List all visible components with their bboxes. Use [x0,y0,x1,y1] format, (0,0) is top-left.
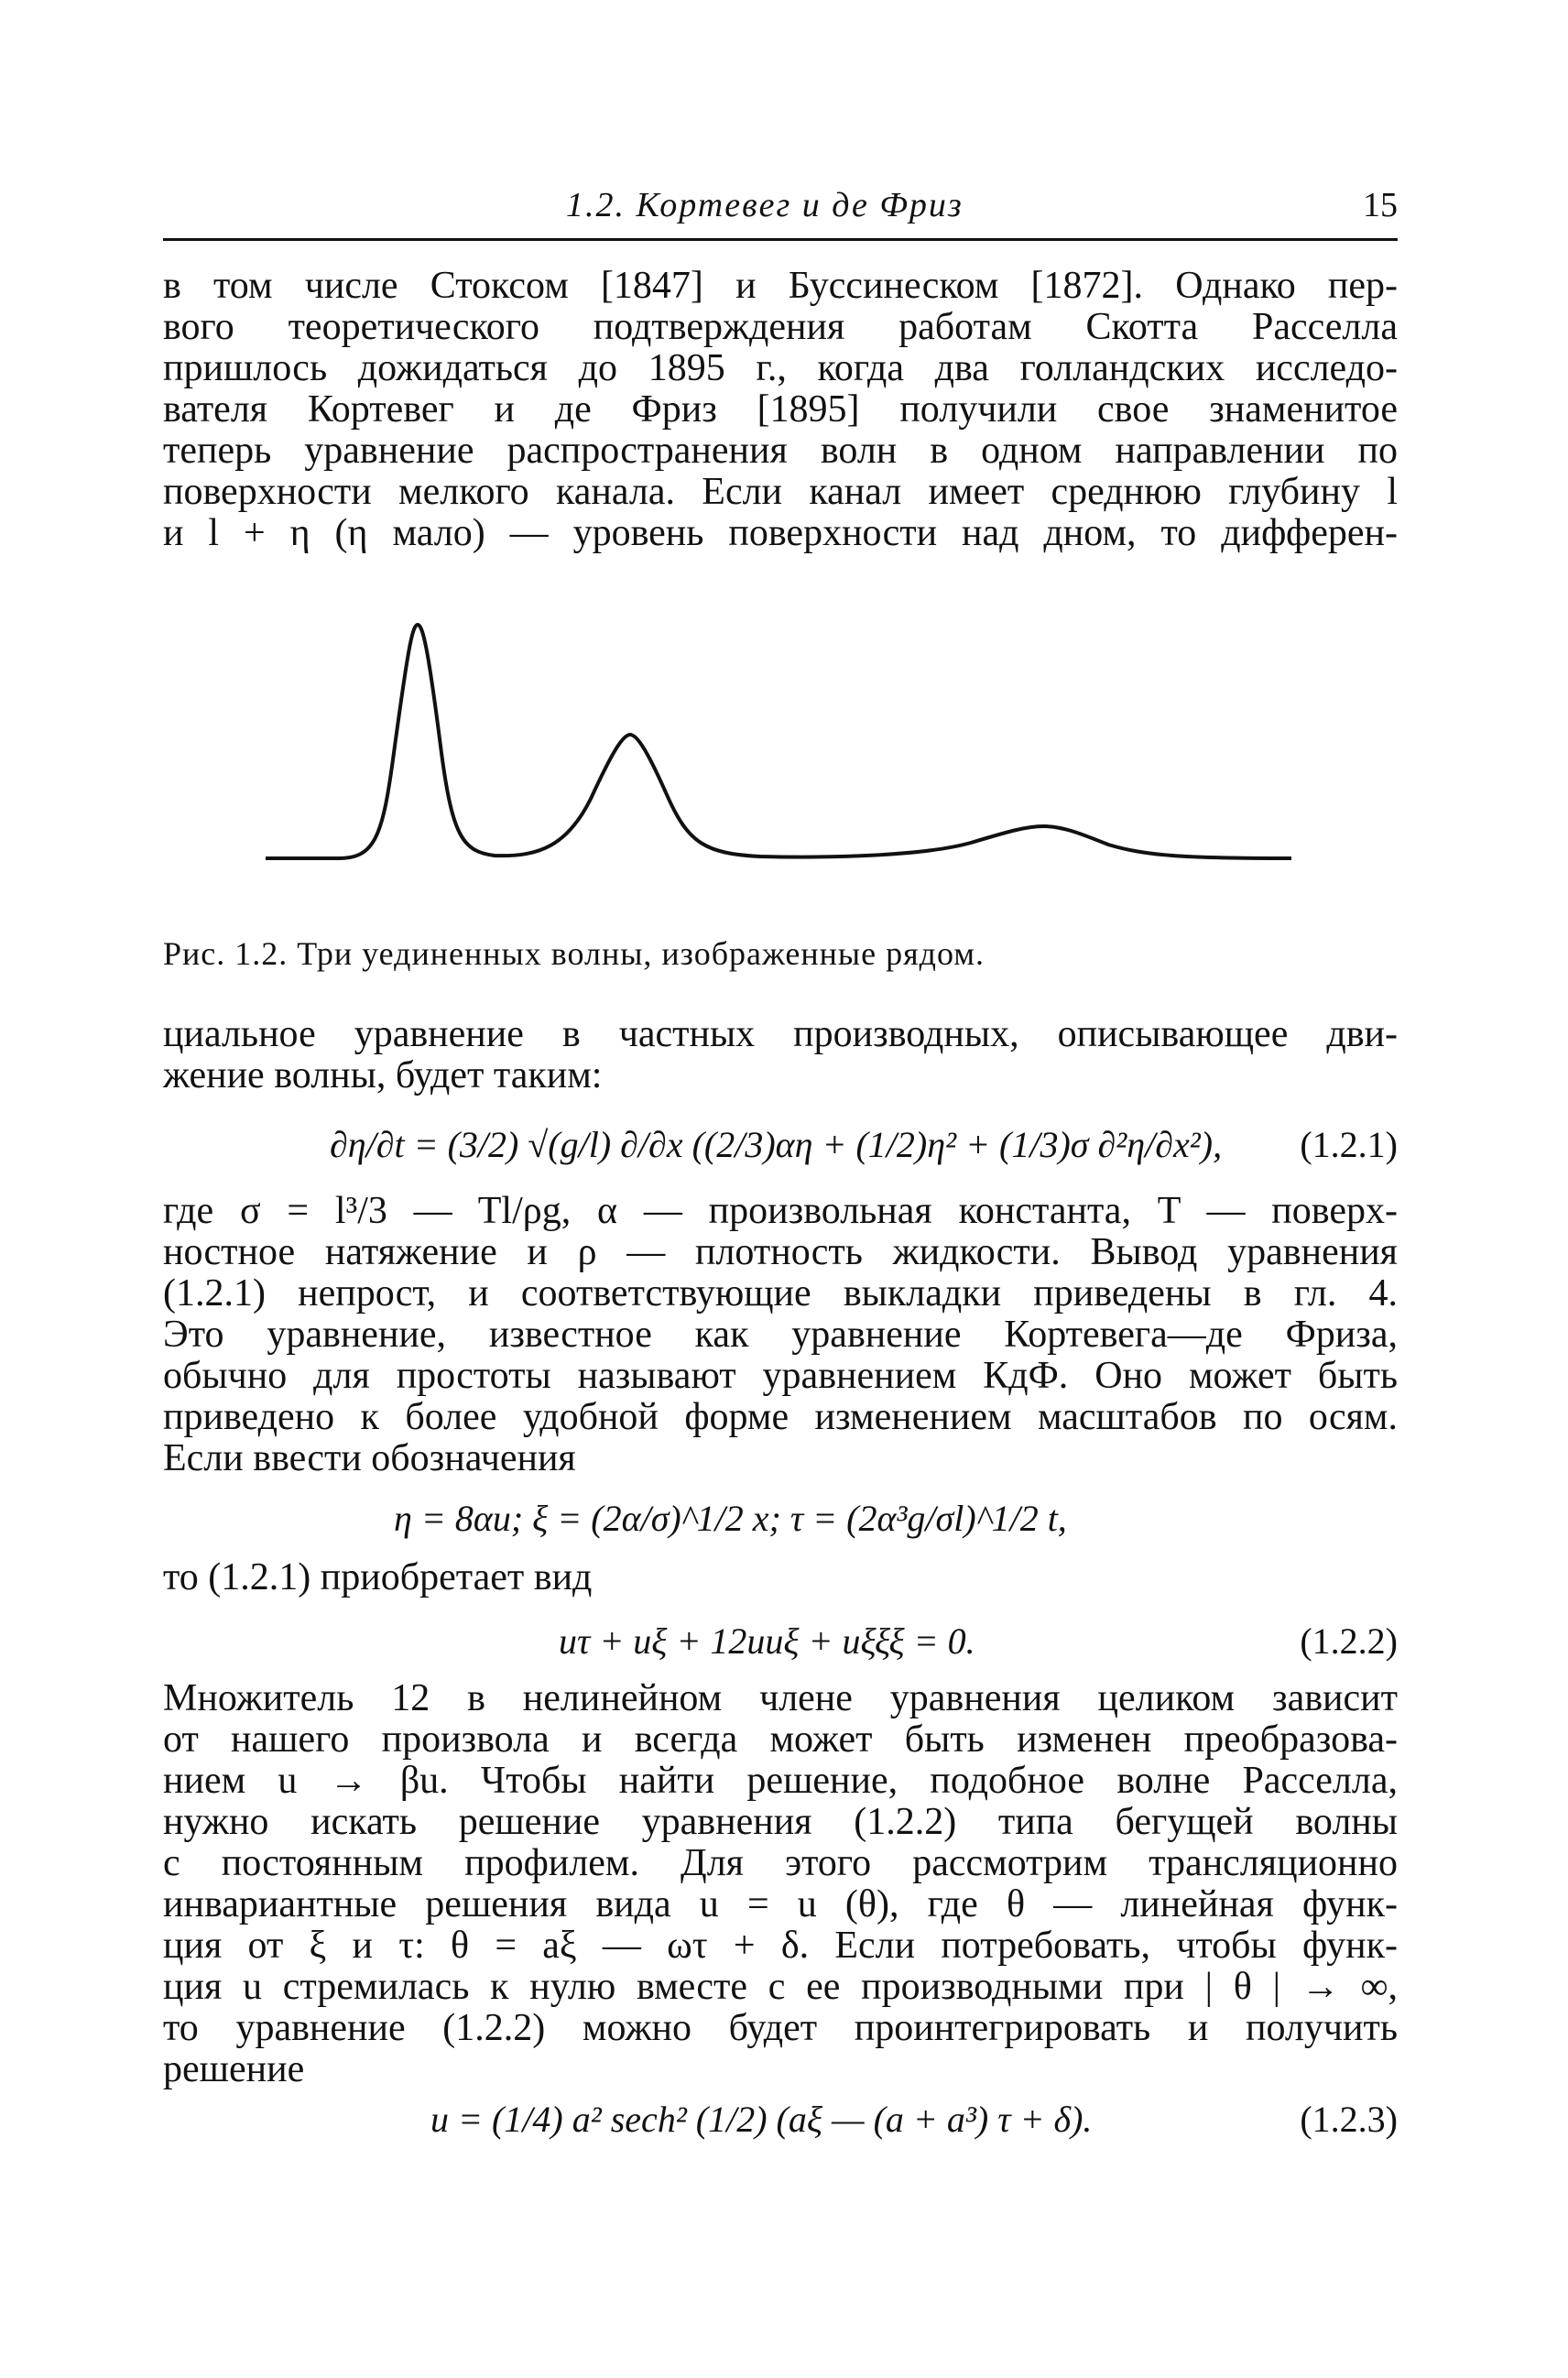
text-line: от нашего произвола и всегда может быть изменен преобразова- [163,1718,1398,1761]
text-line: ция от ξ и τ: θ = aξ — ωτ + δ. Если потребовать, чтобы функ- [163,1925,1398,1967]
text-line: ностное натяжение и ρ — плотность жидкости. Вывод уравнения [163,1231,1398,1273]
running-title: 1.2. Кортевег и де Фриз [566,186,964,224]
paragraph-5 [163,1678,1398,2090]
page-number: 15 [1363,186,1398,224]
text-line: с постоянным профилем. Для этого рассмотрим трансляционно [163,1842,1398,1884]
text-line: решение [163,2048,305,2090]
text-line: приведено к более удобной форме изменением масштабов по осям. [163,1396,1398,1438]
text-line: нужно искать решение уравнения (1.2.2) типа бегущей волны [163,1801,1398,1843]
paragraph-2 [163,1014,1398,1096]
equation-number: (1.2.1) [1300,1124,1398,1165]
solitary-waves-figure [266,616,1291,890]
text-line: поверхности мелкого канала. Если канал имеет среднюю глубину l [163,471,1398,513]
text-line: вого теоретического подтверждения работам Скотта Расселла [163,306,1398,348]
text-line: ция u стремилась к нулю вместе с ее производными при | θ | → ∞, [163,1966,1398,2008]
text-line: пришлось дожидаться до 1895 г., когда два голландских исследо- [163,347,1398,389]
equation-substitution: η = 8αu; ξ = (2α/σ)^1/2 x; τ = (2α³g/σl)^1/2 t, [394,1498,1067,1539]
text-line: Множитель 12 в нелинейном члене уравнения целиком зависит [163,1677,1398,1719]
text-line: Если ввести обозначения [163,1437,576,1479]
text-line: вателя Кортевег и де Фриз [1895] получили свое знаменитое [163,388,1398,431]
text-line: жение волны, будет таким: [163,1054,603,1096]
wave-profile-curve [266,625,1291,858]
text-line: и l + η (η мало) — уровень поверхности над дном, то дифферен- [163,512,1398,554]
text-line: то (1.2.1) приобретает вид [163,1556,593,1598]
text-line: то уравнение (1.2.2) можно будет проинтегрировать и получить [163,2007,1398,2049]
paragraph-4 [163,1557,1398,1598]
text-line: нием u → βu. Чтобы найти решение, подобное волне Расселла, [163,1760,1398,1802]
equation-kdv-normalized: uτ + uξ + 12uuξ + uξξξ = 0. [559,1620,975,1662]
text-line: Это уравнение, известное как уравнение Кортевега—де Фриза, [163,1314,1398,1356]
text-line: в том числе Стоксом [1847] и Буссинеском [1872]. Однако пер- [163,265,1398,307]
equation-soliton-solution: u = (1/4) a² sech² (1/2) (aξ — (a + a³) τ + δ). [430,2099,1093,2140]
text-line: инвариантные решения вида u = u (θ), где θ — линейная функ- [163,1883,1398,1925]
equation-kdv-original: ∂η/∂t = (3/2) √(g/l) ∂/∂x ((2/3)αη + (1/2)η² + (1/3)σ ∂²η/∂x²), [330,1124,1223,1165]
figure-caption: Рис. 1.2. Три уединенных волны, изображенные рядом. [163,935,985,972]
text-line: циальное уравнение в частных производных, описывающее дви- [163,1013,1398,1055]
text-line: обычно для простоты называют уравнением КдФ. Оно может быть [163,1355,1398,1397]
equation-number: (1.2.2) [1300,1620,1398,1662]
paragraph-3 [163,1191,1398,1479]
paragraph-1 [163,266,1398,554]
text-line: теперь уравнение распространения волн в одном направлении по [163,430,1398,472]
text-line: (1.2.1) непрост, и соответствующие выкладки приведены в гл. 4. [163,1272,1398,1314]
equation-number: (1.2.3) [1300,2099,1398,2140]
text-line: где σ = l³/3 — Tl/ρg, α — произвольная константа, T — поверх- [163,1190,1398,1232]
page-header [163,180,1398,241]
